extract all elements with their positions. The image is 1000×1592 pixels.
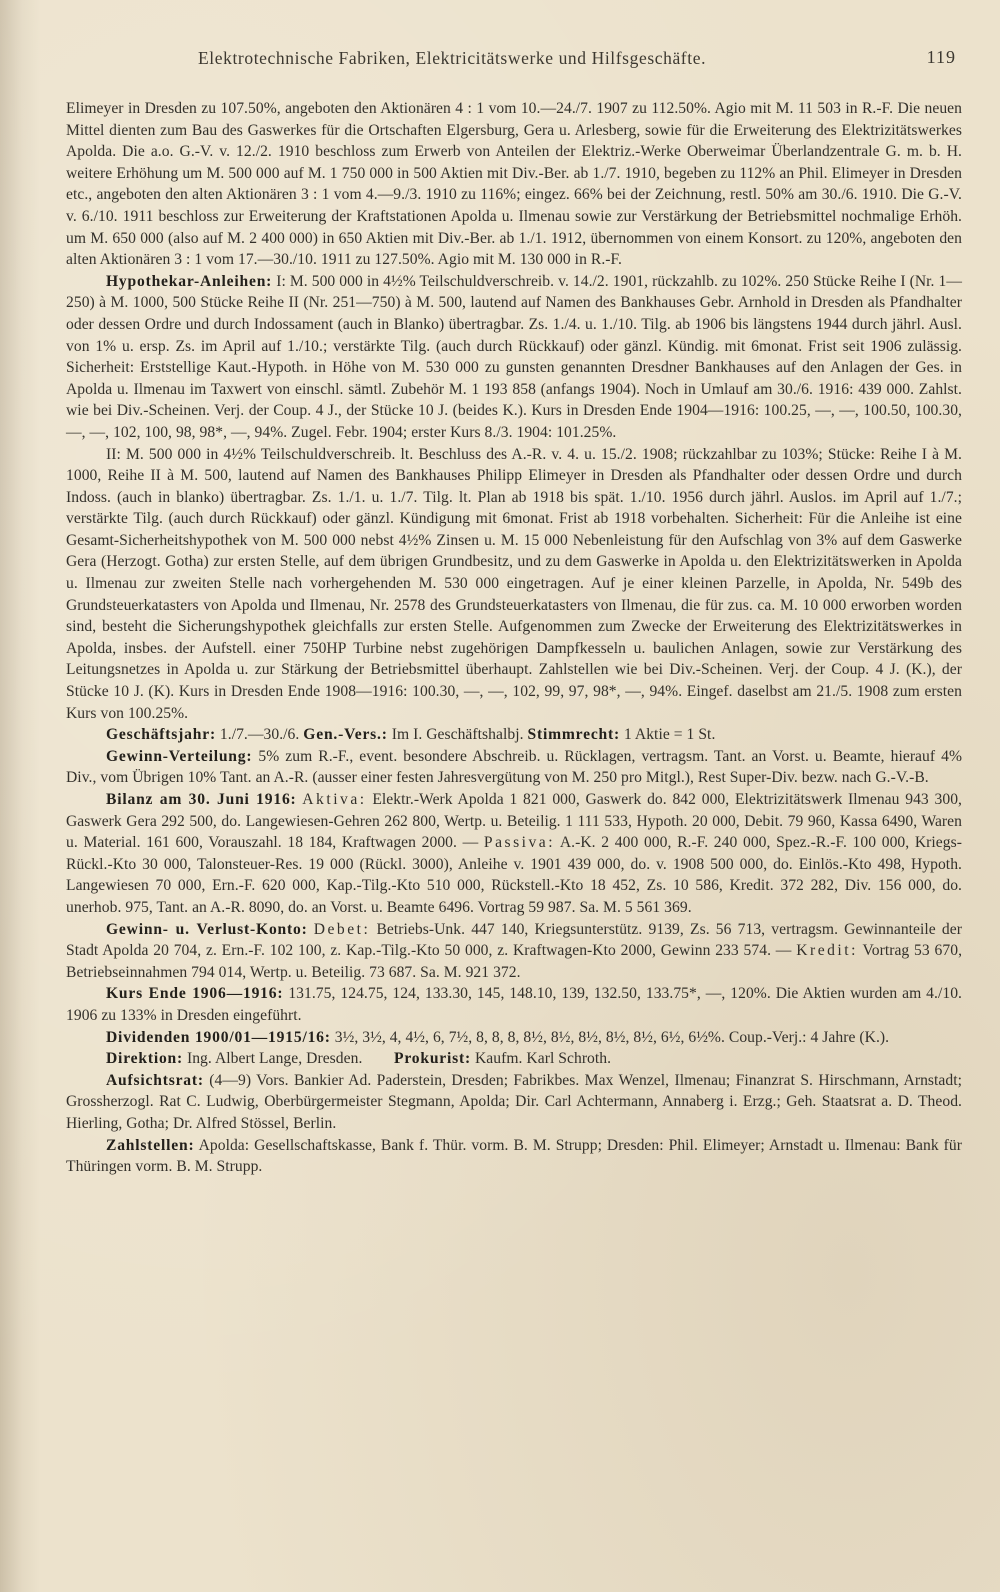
mortgage-loan-ii-text: II: M. 500 000 in 4½% Teilschuldverschreib. lt. Beschluss des A.-R. v. 4. u. 15./2. 1908; rückzahlbar zu 103%; Stücke: Reihe I à M. 1000, Reihe II à M. 500, lautend auf Namen des Bankhauses Philipp Elimeyer in Dresden als Pfandhalter oder dessen Ordre und durch Indoss. (auch in blanko) übertragbar. Zs. 1./1. u. 1./7. Tilg. lt. Plan ab 1918 bis spät. 1./10. 1956 durch jährl. Auslos. im April auf 1./7.; verstärkte Tilg. (auch durch Rückkauf) oder gänzl. Kündigung mit 6monat. Frist ab 1918 vorbehalten. Sicherheit: Für die Anleihe ist eine Gesamt-Sicherheitshypothek von M. 500 000 nebst 4½% Zinsen u. M. 15 000 Nebenleistung für den Aufschlag von 3% auf dem Gaswerke Gera (Herzogt. Gotha) zur ersten Stelle, auf dem übrigen Grundbesitz, und zu dem Gaswerke in Apolda u. den Elektrizitätswerken in Apolda u. Ilmenau zur zweiten Stelle nach vorhergehenden M. 530 000 eingetragen. Auf je einer kleinen Parzelle, in Apolda, Nr. 549b des Grundsteuerkatasters von Apolda und Ilmenau, Nr. 2578 des Grundsteuerkatasters von Ilmenau, die für zus. ca. M. 10 000 erworben worden sind, besteht die Sicherungshypothek gleichfalls zur ersten Stelle. Aufgenommen zum Zwecke der Erweiterung des Elektrizitätswerkes in Apolda, insbes. der Aufstell. einer 750HP Turbine nebst zugehörigen Dampfkesseln u. baulichen Anlagen, sowie zur Verstärkung des Leitungsnetzes in Apolda u. zur Stärkung der Betriebsmittel überhaupt. Zahlstellen wie bei Div.-Scheinen. Verj. der Coup. 4 J. (K.), der Stücke 10 J. (K). Kurs in Dresden Ende 1908—1916: 100.30, —, —, 102, 99, 97, 98*, —, 94%. Eingef. daselbst am 21./5. 1908 zum ersten Kurs von 100.25%. bbox=[66, 445, 962, 722]
fiscal-year-value: 1./7.—30./6. bbox=[219, 726, 300, 744]
profit-distribution-text: 5% zum R.-F., event. besondere Abschreib. u. Rücklagen, vertragsm. Tant. an Vorst. u. Beamte, hierauf 4% Div., vom Übrigen 10% Tant. an A.-R. (ausser einer festen Jahresvergütung von M. 250 pro Mitgl.), Rest Super-Div. bezw. nach G.-V.-B. bbox=[66, 747, 963, 787]
voting-right-value: 1 Aktie = 1 St. bbox=[623, 726, 716, 744]
paying-agents-text: Apolda: Gesellschaftskasse, Bank f. Thür. vorm. B. M. Strupp; Dresden: Phil. Elimeyer; Arnstadt u. Ilmenau: Bank für Thüringen vorm. B. M. Strupp. bbox=[66, 1136, 962, 1176]
mortgage-loan-ii-paragraph bbox=[66, 444, 962, 725]
general-meeting-label: Gen.-Vers.: bbox=[303, 726, 388, 744]
profit-loss-paragraph bbox=[66, 919, 962, 984]
management-label: Direktion: bbox=[106, 1050, 184, 1068]
dividends-text: 3½, 3½, 4, 4½, 6, 7½, 8, 8, 8, 8½, 8½, 8½, 8½, 8½, 6½, 6½%. Coup.-Verj.: 4 Jahre (K.). bbox=[334, 1028, 890, 1046]
balance-assets-label: Aktiva: bbox=[302, 791, 367, 808]
authorized-officer-label: Prokurist: bbox=[394, 1050, 472, 1068]
profit-loss-label: Gewinn- u. Verlust-Konto: bbox=[106, 920, 308, 938]
share-price-label: Kurs Ende 1906—1916: bbox=[106, 985, 284, 1003]
balance-assets-text: Elektr.-Werk Apolda 1 821 000, Gaswerk do. 842 000, Elektrizitätswerk Ilmenau 943 300, Gaswerk Gera 292 500, do. Langewiesen-Gehren 262 800, Wertp. u. Beteilig. 1 111 533, Hypoth. 20 000, Debit. 79 960, Kassa 6490, Waren u. Material. 161 600, Vorauszahl. 18 184, Kraftwagen 2000. — bbox=[66, 791, 963, 852]
profit-loss-credit-label: Kredit: bbox=[796, 942, 858, 960]
balance-sheet-paragraph bbox=[66, 789, 962, 919]
balance-sheet-label: Bilanz am 30. Juni 1916: bbox=[106, 791, 297, 808]
authorized-officer-text: Kaufm. Karl Schroth. bbox=[474, 1050, 612, 1068]
profit-loss-debit-label: Debet: bbox=[313, 920, 371, 938]
management-text: Ing. Albert Lange, Dresden. bbox=[186, 1050, 363, 1068]
management-paragraph bbox=[66, 1048, 962, 1070]
running-head: Elektrotechnische Fabriken, Elektricitätswerke und Hilfsgeschäfte. bbox=[198, 48, 707, 68]
fiscal-year-paragraph bbox=[66, 724, 962, 746]
capital-history-text: Elimeyer in Dresden zu 107.50%, angeboten den Aktionären 4 : 1 vom 10.—24./7. 1907 zu 112.50%. Agio mit M. 11 503 in R.-F. Die neuen Mittel dienten zum Bau des Gaswerkes für die Ortschaften Elgersburg, Gera u. Arlesberg, sowie für die Erweiterung des Elektrizitätswerkes Apolda. Die a.o. G.-V. v. 12./2. 1910 beschloss zum Erwerb von Anteilen der Elektriz.-Werke Oberweimar Überlandzentrale G. m. b. H. weitere Erhöhung um M. 500 000 auf M. 1 750 000 in 500 Aktien mit Div.-Ber. ab 1./7. 1910, begeben zu 112% an Phil. Elimeyer in Dresden etc., angeboten den alten Aktionären 3 : 1 vom 4.—9./3. 1910 zu 116%; eingez. 66% bei der Zeichnung, restl. 50% am 30./6. 1910. Die G.-V. v. 6./10. 1911 beschloss zur Erweiterung der Kraftstationen Apolda u. Ilmenau sowie zur Verstärkung der Betriebsmittel nochmalige Erhöh. um M. 650 000 (also auf M. 2 400 000) in 650 Aktien mit Div.-Ber. ab 1./1. 1912, übernommen von einem Konsort. zu 120%, angeboten den alten Aktionären 3 : 1 vom 17.—30./10. 1911 zu 127.50%. Agio mit M. 130 000 in R.-F. bbox=[66, 100, 962, 269]
mortgage-loans-label: Hypothekar-Anleihen: bbox=[106, 272, 273, 290]
mortgage-loans-paragraph bbox=[66, 271, 962, 444]
share-price-text: 131.75, 124.75, 124, 133.30, 145, 148.10, 139, 132.50, 133.75*, —, 120%. Die Aktien wurden am 4./10. 1906 zu 133% in Dresden eingeführt. bbox=[66, 985, 963, 1024]
share-price-paragraph bbox=[66, 983, 962, 1026]
profit-distribution-label: Gewinn-Verteilung: bbox=[106, 747, 253, 765]
page-number: 119 bbox=[926, 47, 956, 67]
supervisory-board-label: Aufsichtsrat: bbox=[106, 1071, 204, 1089]
voting-right-label: Stimmrecht: bbox=[527, 726, 621, 744]
profit-loss-debit-text: Betriebs-Unk. 447 140, Kriegsunterstütz. 9139, Zs. 56 713, vertragsm. Gewinnanteile der Stadt Apolda 20 704, z. Ern.-F. 102 100, z. Kap.-Tilg.-Kto 50 000, z. Kraftwagen-Kto 2000, Gewinn 233 574. — bbox=[66, 920, 962, 960]
page-body bbox=[66, 98, 962, 1178]
fiscal-year-label: Geschäftsjahr: bbox=[106, 726, 216, 744]
capital-history-paragraph bbox=[66, 98, 962, 271]
profit-distribution-paragraph bbox=[66, 746, 962, 789]
mortgage-loan-i-text: I: M. 500 000 in 4½% Teilschuldverschreib. v. 14./2. 1901, rückzahlb. zu 102%. 250 Stücke Reihe I (Nr. 1—250) à M. 1000, 500 Stücke Reihe II (Nr. 251—750) à M. 500, lautend auf Namen des Bankhauses Gebr. Arnhold in Dresden als Pfandhalter oder dessen Ordre und durch Indossament (auch in Blanko) übertragbar. Zs. 1./4. u. 1./10. Tilg. ab 1906 bis längstens 1944 durch jährl. Ausl. von 1% u. ersp. Zs. im April auf 1./10.; verstärkte Tilg. (auch durch Rückkauf) oder gänzl. Kündig. mit 6monat. Frist seit 1906 zulässig. Sicherheit: Erststellige Kaut.-Hypoth. in Höhe von M. 530 000 zu gunsten genannten Dresdner Bankhauses auf den Anlagen der Ges. in Apolda u. Ilmenau im Taxwert von einschl. sämtl. Zubehör M. 1 193 858 (anfangs 1904). Noch in Umlauf am 30./6. 1916: 439 000. Zahlst. wie bei Div.-Scheinen. Verj. der Coup. 4 J., der Stücke 10 J. (beides K.). Kurs in Dresden Ende 1904—1916: 100.25, —, —, 100.50, 100.30, —, —, 102, 100, 98, 98*, —, 94%. Zugel. Febr. 1904; erster Kurs 8./3. 1904: 101.25%. bbox=[66, 272, 963, 441]
profit-loss-credit-text: Vortrag 53 670, Betriebseinnahmen 794 014, Wertp. u. Beteilig. 73 687. Sa. M. 921 372. bbox=[66, 942, 963, 981]
page-header bbox=[66, 48, 966, 76]
supervisory-board-text: (4—9) Vors. Bankier Ad. Paderstein, Dresden; Fabrikbes. Max Wenzel, Ilmenau; Finanzrat S. Hirschmann, Arnstadt; Grossherzogl. Rat C. Ludwig, Oberbürgermeister Stegmann, Apolda; Dir. Carl Achtermann, Annaberg i. Erzg.; Geh. Staatsrat a. D. Theod. Hierling, Gotha; Dr. Alfred Stössel, Berlin. bbox=[66, 1071, 962, 1132]
dividends-paragraph bbox=[66, 1027, 962, 1049]
paying-agents-label: Zahlstellen: bbox=[106, 1136, 195, 1154]
general-meeting-value: Im I. Geschäftshalbj. bbox=[391, 726, 524, 744]
balance-liabilities-label: Passiva: bbox=[483, 834, 556, 852]
balance-liabilities-text: A.-K. 2 400 000, R.-F. 240 000, Spez.-R.-F. 100 000, Kriegs-Rückl.-Kto 30 000, Talonsteuer-Res. 19 000 (Rückl. 3000), Anleihe v. 1901 439 000, do. v. 1908 500 000, do. Einlös.-Kto 498, Hypoth. Langewiesen 70 000, Ern.-F. 620 000, Kap.-Tilg.-Kto 510 000, Rückstell.-Kto 18 452, Zs. 10 586, Kredit. 372 282, Div. 156 000, do. unerhob. 975, Tant. an A.-R. 8090, do. an Vorst. u. Beamte 6496. Vortrag 59 987. Sa. M. 5 561 369. bbox=[66, 834, 962, 916]
paying-agents-paragraph bbox=[66, 1135, 962, 1178]
supervisory-board-paragraph bbox=[66, 1070, 962, 1135]
dividends-label: Dividenden 1900/01—1915/16: bbox=[106, 1028, 331, 1046]
